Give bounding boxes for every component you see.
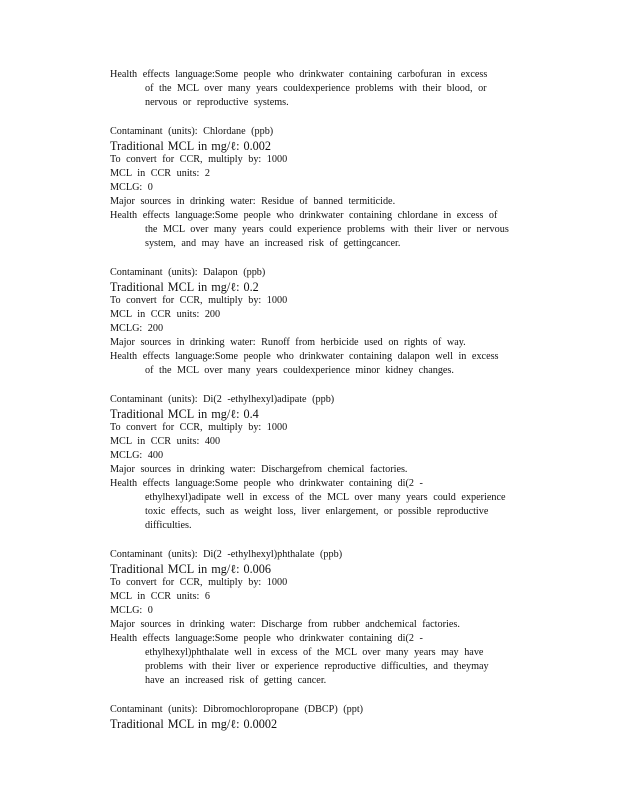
mcl-ccr-units: MCL in CCR units: 6 [110, 591, 210, 602]
traditional-mcl: Traditional MCL in mg/ℓ: 0.006 [110, 562, 271, 576]
mcl-ccr-units: MCL in CCR units: 400 [110, 436, 221, 447]
health-effects-line: difficulties. [145, 520, 192, 531]
health-effects-line: Health effects language:Some people who drinkwater containing carbofuran in excess [110, 69, 488, 80]
contaminant-entry-dbcp [110, 703, 550, 731]
traditional-mcl: Traditional MCL in mg/ℓ: 0.002 [110, 139, 271, 153]
contaminant-entry-phthalate [110, 548, 550, 688]
contaminant-heading: Contaminant (units): Chlordane (ppb) [110, 126, 274, 137]
health-effects-line: problems with their liver or experience reproductive difficulties, and theymay [145, 661, 489, 672]
contaminant-heading: Contaminant (units): Dalapon (ppb) [110, 267, 266, 278]
mclg-value: MCLG: 0 [110, 182, 153, 193]
contaminant-entry-chlordane [110, 125, 550, 251]
health-effects-line: ethylhexyl)adipate well in excess of the MCL over many years could experience [145, 492, 506, 503]
contaminant-entry-dalapon [110, 266, 550, 378]
contaminant-entry-adipate [110, 393, 550, 533]
document-page [110, 68, 550, 746]
traditional-mcl: Traditional MCL in mg/ℓ: 0.0002 [110, 717, 278, 731]
health-effects-line: Health effects language:Some people who drinkwater containing di(2 - [110, 633, 423, 644]
contaminant-heading: Contaminant (units): Di(2 -ethylhexyl)adipate (ppb) [110, 394, 335, 405]
health-effects-line: system, and may have an increased risk of gettingcancer. [145, 238, 401, 249]
health-effects-line: have an increased risk of getting cancer. [145, 675, 327, 686]
health-effects-line: ethylhexyl)phthalate well in excess of the MCL over many years may have [145, 647, 484, 658]
health-effects-line: Health effects language:Some people who drinkwater containing chlordane in excess of [110, 210, 498, 221]
traditional-mcl: Traditional MCL in mg/ℓ: 0.2 [110, 280, 259, 294]
mcl-ccr-units: MCL in CCR units: 2 [110, 168, 210, 179]
health-effects-line: Health effects language:Some people who drinkwater containing dalapon well in excess [110, 351, 499, 362]
major-sources: Major sources in drinking water: Dischargefrom chemical factories. [110, 464, 408, 475]
health-effects-line: Health effects language:Some people who drinkwater containing di(2 - [110, 478, 423, 489]
health-effects-line: toxic effects, such as weight loss, liver enlargement, or possible reproductive [145, 506, 489, 517]
major-sources: Major sources in drinking water: Residue of banned termiticide. [110, 196, 396, 207]
convert-factor: To convert for CCR, multiply by: 1000 [110, 422, 288, 433]
convert-factor: To convert for CCR, multiply by: 1000 [110, 577, 288, 588]
health-effects-line: of the MCL over many years couldexperience problems with their blood, or [145, 83, 487, 94]
contaminant-heading: Contaminant (units): Di(2 -ethylhexyl)phthalate (ppb) [110, 549, 343, 560]
mcl-ccr-units: MCL in CCR units: 200 [110, 309, 221, 320]
mclg-value: MCLG: 400 [110, 450, 164, 461]
carbofuran-health-effects [110, 68, 550, 110]
contaminant-heading: Contaminant (units): Dibromochloropropane (DBCP) (ppt) [110, 704, 364, 715]
mclg-value: MCLG: 200 [110, 323, 164, 334]
health-effects-line: the MCL over many years could experience problems with their liver or nervous [145, 224, 509, 235]
major-sources: Major sources in drinking water: Runoff from herbicide used on rights of way. [110, 337, 466, 348]
convert-factor: To convert for CCR, multiply by: 1000 [110, 154, 288, 165]
health-effects-line: nervous or reproductive systems. [145, 97, 289, 108]
convert-factor: To convert for CCR, multiply by: 1000 [110, 295, 288, 306]
mclg-value: MCLG: 0 [110, 605, 153, 616]
major-sources: Major sources in drinking water: Discharge from rubber andchemical factories. [110, 619, 460, 630]
health-effects-line: of the MCL over many years couldexperience minor kidney changes. [145, 365, 454, 376]
traditional-mcl: Traditional MCL in mg/ℓ: 0.4 [110, 407, 259, 421]
